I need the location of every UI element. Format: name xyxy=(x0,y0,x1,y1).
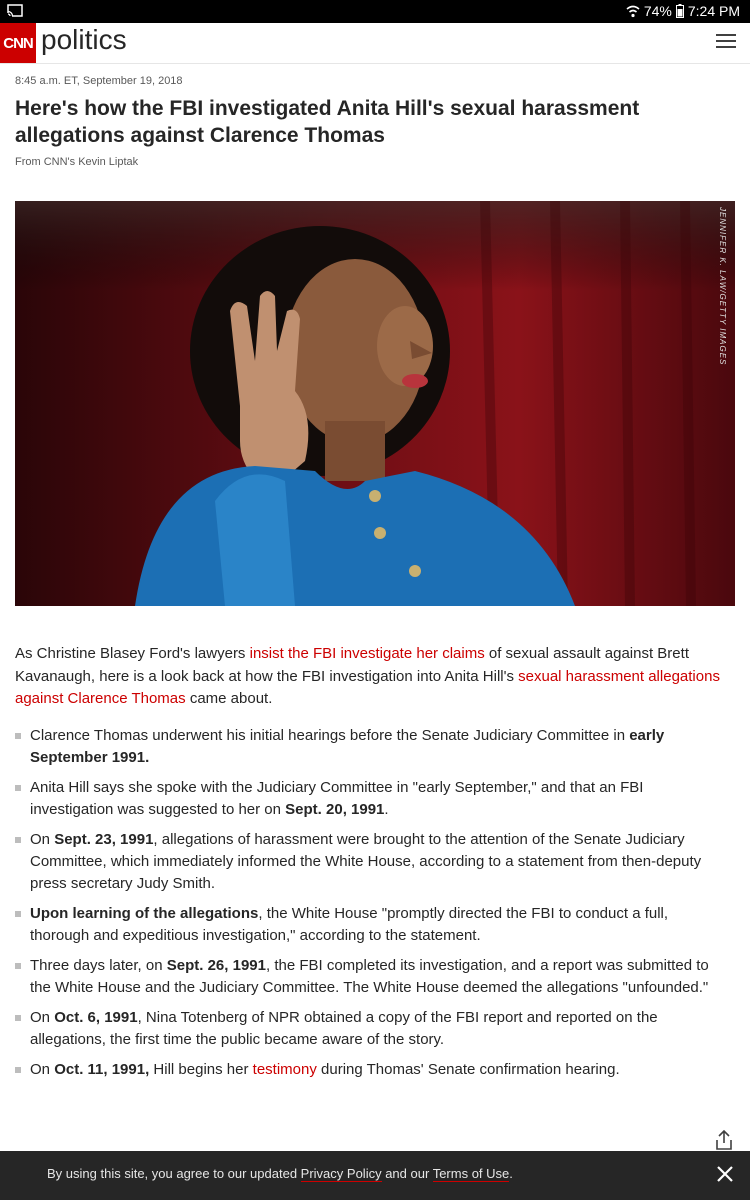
timeline-list xyxy=(15,725,720,1089)
bullet-text: , the FBI completed its investigation, and a report was submitted to the White House and the Judiciary Committee. The White House deemed the allegations "unfounded." xyxy=(30,957,709,996)
hamburger-menu-icon[interactable] xyxy=(716,34,736,50)
cookie-consent-bar xyxy=(0,1151,750,1200)
bullet-text: Clarence Thomas underwent his initial hearings before the Senate Judiciary Committee in xyxy=(30,727,630,744)
bullet-marker xyxy=(15,963,21,969)
bullet-text: Anita Hill says she spoke with the Judiciary Committee in "early September," and that an FBI investigation was suggested to her on xyxy=(30,779,644,818)
bullet-text: , the White House "promptly directed the FBI to conduct a full, thorough and expeditious investigation," according to the statement. xyxy=(30,905,669,944)
cookie-text: By using this site, you agree to our updated xyxy=(47,1166,301,1181)
bullet-marker xyxy=(15,785,21,791)
bullet-text: , allegations of harassment were brought to the attention of the Senate Judiciary Committee, which immediately informed the White House, according to a statement from then-deputy press secretary Judy Smith. xyxy=(30,831,702,892)
intro-text: of sexual assault against Brett Kavanaugh, here is a look back at how the FBI investigation into Anita Hill's xyxy=(15,645,689,685)
bullet-date: Sept. 23, 1991 xyxy=(54,831,154,848)
bullet-text: Three days later, on xyxy=(30,957,167,974)
close-icon[interactable] xyxy=(716,1165,734,1183)
cookie-message xyxy=(47,1166,513,1181)
bullet-marker xyxy=(15,911,21,917)
bullet-date: Sept. 20, 1991 xyxy=(285,801,385,818)
photo-credit: JENNIFER K. LAW/GETTY IMAGES xyxy=(718,207,727,366)
bullet-marker xyxy=(15,1067,21,1073)
intro-text: came about. xyxy=(185,690,273,707)
cookie-text: . xyxy=(509,1166,513,1181)
bullet-date: Upon learning of the allegations xyxy=(30,905,259,922)
bullet-date: Sept. 26, 1991 xyxy=(166,957,266,974)
list-item xyxy=(15,1007,720,1051)
bullet-text: during Thomas' Senate confirmation hearing. xyxy=(316,1061,620,1078)
privacy-policy-link[interactable]: Privacy Policy xyxy=(300,1166,382,1181)
list-item xyxy=(15,955,720,999)
bullet-date: Oct. 11, 1991, xyxy=(54,1061,150,1078)
list-item xyxy=(15,725,720,769)
link-testimony[interactable]: testimony xyxy=(252,1061,317,1078)
article-headline: Here's how the FBI investigated Anita Hill's sexual harassment allegations against Clarence Thomas xyxy=(15,97,640,147)
cast-icon xyxy=(7,4,23,18)
battery-icon xyxy=(676,4,684,18)
bullet-text: . xyxy=(384,801,389,818)
list-item xyxy=(15,903,720,947)
link-fbi-investigate[interactable]: insist the FBI investigate her claims xyxy=(249,645,485,662)
cookie-text: and our xyxy=(381,1166,433,1181)
bullet-text: On xyxy=(30,1009,55,1026)
bullet-date: early September 1991. xyxy=(30,727,665,766)
bullet-marker xyxy=(15,1015,21,1021)
bullet-text: On xyxy=(30,831,55,848)
bullet-marker xyxy=(15,837,21,843)
site-header xyxy=(0,23,750,64)
bullet-marker xyxy=(15,733,21,739)
wifi-icon xyxy=(626,4,640,18)
link-harassment-allegations[interactable]: sexual harassment allegations against Clarence Thomas xyxy=(15,667,720,707)
list-item xyxy=(15,777,720,821)
section-title[interactable]: politics xyxy=(41,24,127,55)
status-bar xyxy=(0,0,750,23)
cnn-logo[interactable]: CNN xyxy=(0,23,36,63)
list-item xyxy=(15,829,720,895)
bullet-text: On xyxy=(30,1061,55,1078)
bullet-text: , Nina Totenberg of NPR obtained a copy of the FBI report and reported on the allegations, the first time the public became aware of the story. xyxy=(30,1009,658,1048)
list-item xyxy=(15,1059,720,1081)
article-timestamp: 8:45 a.m. ET, September 19, 2018 xyxy=(15,75,183,87)
bullet-text: Hill begins her xyxy=(149,1061,253,1078)
article-intro xyxy=(15,643,730,711)
battery-percent: 74% xyxy=(643,3,672,19)
bullet-date: Oct. 6, 1991 xyxy=(54,1009,138,1026)
terms-of-use-link[interactable]: Terms of Use xyxy=(432,1166,510,1181)
article-photo xyxy=(15,201,735,606)
share-icon[interactable] xyxy=(714,1129,734,1151)
clock: 7:24 PM xyxy=(687,3,740,19)
article-byline: From CNN's Kevin Liptak xyxy=(15,156,139,168)
intro-text: As Christine Blasey Ford's lawyers xyxy=(15,645,250,662)
